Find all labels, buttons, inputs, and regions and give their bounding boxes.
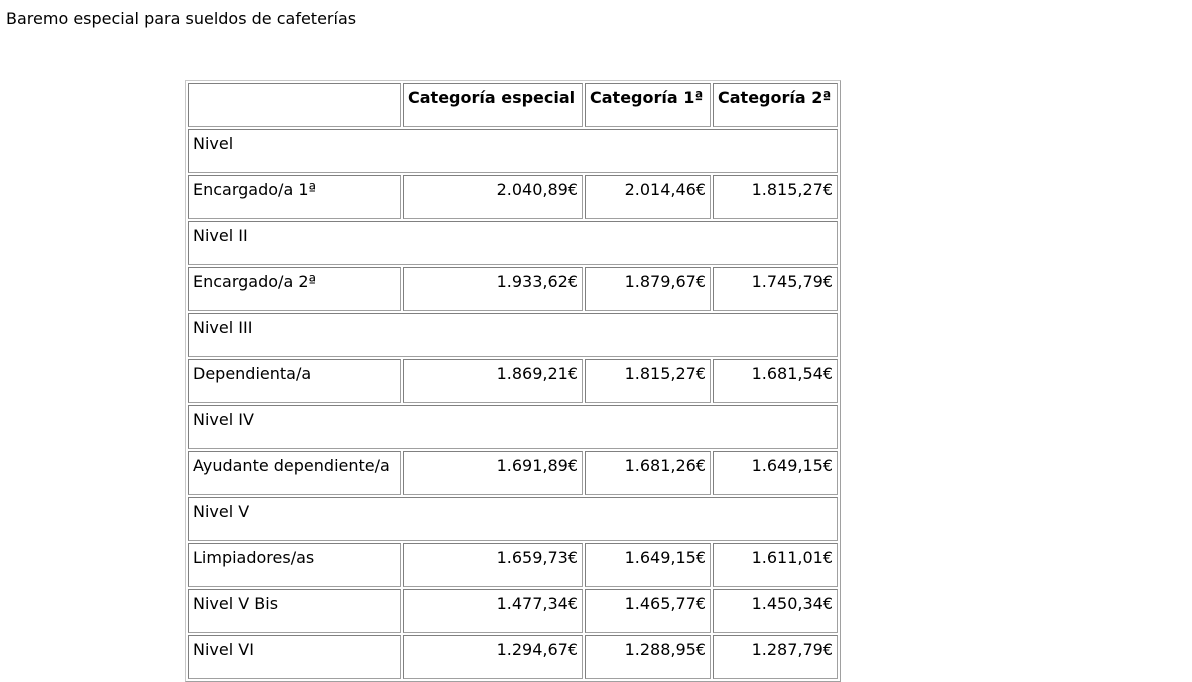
page-title: Baremo especial para sueldos de cafeterías xyxy=(6,9,357,28)
table-row xyxy=(188,267,838,311)
row-label-cell: Limpiadores/as xyxy=(188,543,401,587)
table-row xyxy=(188,451,838,495)
row-label-cell: Nivel V Bis xyxy=(188,589,401,633)
salary-table xyxy=(185,80,841,682)
table-group-row xyxy=(188,313,838,357)
header-cell-empty xyxy=(188,83,401,127)
table-group-row xyxy=(188,405,838,449)
table-group-row xyxy=(188,497,838,541)
row-label-cell: Encargado/a 1ª xyxy=(188,175,401,219)
table-row xyxy=(188,635,838,679)
group-label-cell: Nivel xyxy=(188,129,838,173)
row-label-cell: Nivel VI xyxy=(188,635,401,679)
salary-value-cell: 2.014,46€ xyxy=(585,175,711,219)
group-label-cell: Nivel III xyxy=(188,313,838,357)
salary-value-cell: 1.681,26€ xyxy=(585,451,711,495)
group-label-cell: Nivel V xyxy=(188,497,838,541)
table-header-row xyxy=(188,83,838,127)
salary-value-cell: 1.288,95€ xyxy=(585,635,711,679)
salary-value-cell: 1.465,77€ xyxy=(585,589,711,633)
group-label-cell: Nivel II xyxy=(188,221,838,265)
row-label-cell: Dependienta/a xyxy=(188,359,401,403)
salary-value-cell: 1.659,73€ xyxy=(403,543,583,587)
salary-value-cell: 1.933,62€ xyxy=(403,267,583,311)
salary-value-cell: 1.745,79€ xyxy=(713,267,838,311)
table-group-row xyxy=(188,221,838,265)
salary-value-cell: 1.649,15€ xyxy=(713,451,838,495)
salary-value-cell: 1.611,01€ xyxy=(713,543,838,587)
header-cell-categoria-2: Categoría 2ª xyxy=(713,83,838,127)
table-row xyxy=(188,175,838,219)
header-cell-categoria-1: Categoría 1ª xyxy=(585,83,711,127)
salary-value-cell: 1.879,67€ xyxy=(585,267,711,311)
salary-value-cell: 1.450,34€ xyxy=(713,589,838,633)
salary-value-cell: 1.649,15€ xyxy=(585,543,711,587)
table-row xyxy=(188,359,838,403)
row-label-cell: Ayudante dependiente/a xyxy=(188,451,401,495)
header-cell-categoria-especial: Categoría especial xyxy=(403,83,583,127)
salary-value-cell: 1.815,27€ xyxy=(585,359,711,403)
salary-value-cell: 1.681,54€ xyxy=(713,359,838,403)
salary-value-cell: 1.287,79€ xyxy=(713,635,838,679)
table-row xyxy=(188,543,838,587)
salary-value-cell: 1.477,34€ xyxy=(403,589,583,633)
salary-value-cell: 1.869,21€ xyxy=(403,359,583,403)
table-group-row xyxy=(188,129,838,173)
salary-value-cell: 1.815,27€ xyxy=(713,175,838,219)
salary-value-cell: 1.691,89€ xyxy=(403,451,583,495)
table-row xyxy=(188,589,838,633)
salary-value-cell: 2.040,89€ xyxy=(403,175,583,219)
row-label-cell: Encargado/a 2ª xyxy=(188,267,401,311)
table-body xyxy=(188,129,838,679)
group-label-cell: Nivel IV xyxy=(188,405,838,449)
salary-value-cell: 1.294,67€ xyxy=(403,635,583,679)
